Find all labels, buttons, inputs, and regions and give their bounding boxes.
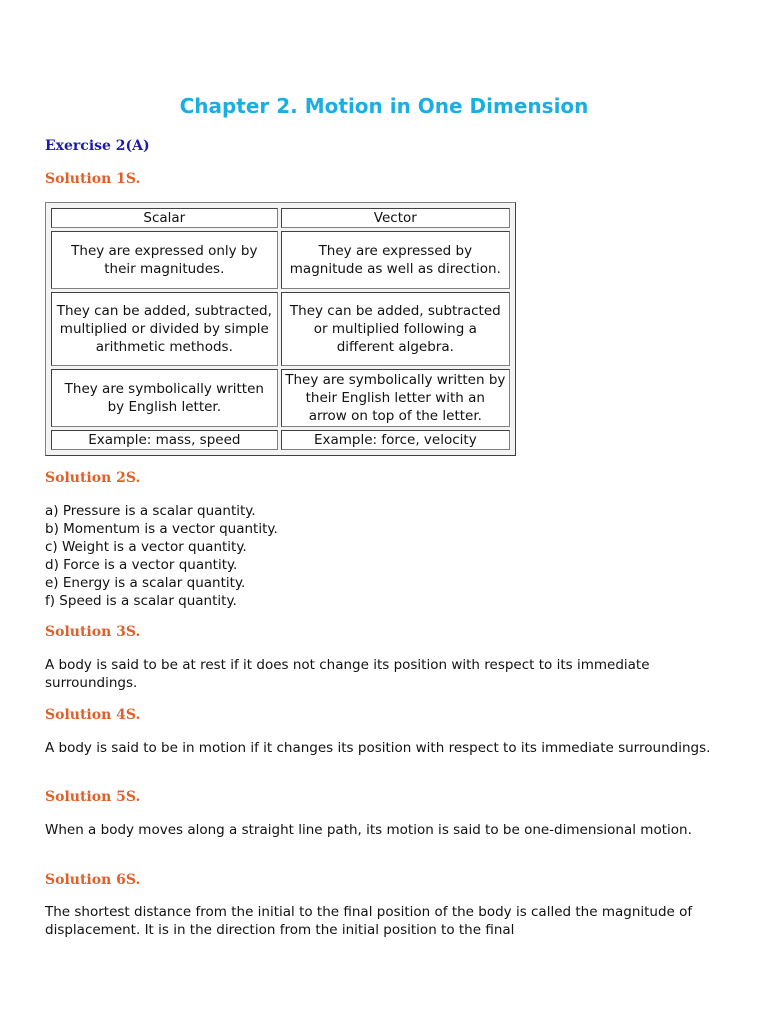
table-cell: They are symbolically written by English letter. (51, 369, 278, 427)
table-cell: They are expressed only by their magnitudes. (51, 231, 278, 289)
table-header-vector: Vector (281, 208, 510, 228)
table-row (51, 231, 510, 289)
solution-5-heading: Solution 5S. (45, 789, 141, 805)
solution-6-text: The shortest distance from the initial to the final position of the body is called the magnitude of displacement. It is in the direction from the initial position to the final (45, 904, 693, 938)
solution-3-heading: Solution 3S. (45, 624, 141, 640)
list-item: f) Speed is a scalar quantity. (45, 593, 237, 609)
solution-2-heading: Solution 2S. (45, 470, 141, 486)
solution-4-text: A body is said to be in motion if it changes its position with respect to its immediate surroundings. (45, 740, 711, 756)
scalar-vector-table (45, 202, 516, 456)
solution-4-heading: Solution 4S. (45, 707, 141, 723)
list-item: b) Momentum is a vector quantity. (45, 521, 278, 537)
table-cell: They can be added, subtracted, multiplied or divided by simple arithmetic methods. (51, 292, 278, 366)
solution-6-heading: Solution 6S. (45, 872, 141, 888)
solution-5-text: When a body moves along a straight line path, its motion is said to be one-dimensional motion. (45, 822, 692, 838)
table-cell: They can be added, subtracted or multiplied following a different algebra. (281, 292, 510, 366)
solution-2-list (45, 502, 278, 610)
table-row (51, 369, 510, 427)
table-cell: They are expressed by magnitude as well as direction. (281, 231, 510, 289)
list-item: a) Pressure is a scalar quantity. (45, 503, 256, 519)
table-row (51, 430, 510, 450)
solution-1-heading: Solution 1S. (45, 171, 141, 187)
table-header-scalar: Scalar (51, 208, 278, 228)
list-item: d) Force is a vector quantity. (45, 557, 238, 573)
chapter-title: Chapter 2. Motion in One Dimension (179, 94, 589, 118)
list-item: c) Weight is a vector quantity. (45, 539, 247, 555)
table-row (51, 292, 510, 366)
table-cell: They are symbolically written by their English letter with an arrow on top of the letter. (281, 369, 510, 427)
table-cell: Example: mass, speed (51, 430, 278, 450)
list-item: e) Energy is a scalar quantity. (45, 575, 246, 591)
comparison-table (48, 205, 513, 453)
exercise-heading: Exercise 2(A) (45, 138, 150, 154)
table-cell: Example: force, velocity (281, 430, 510, 450)
solution-3-text: A body is said to be at rest if it does not change its position with respect to its immediate surroundings. (45, 657, 650, 691)
